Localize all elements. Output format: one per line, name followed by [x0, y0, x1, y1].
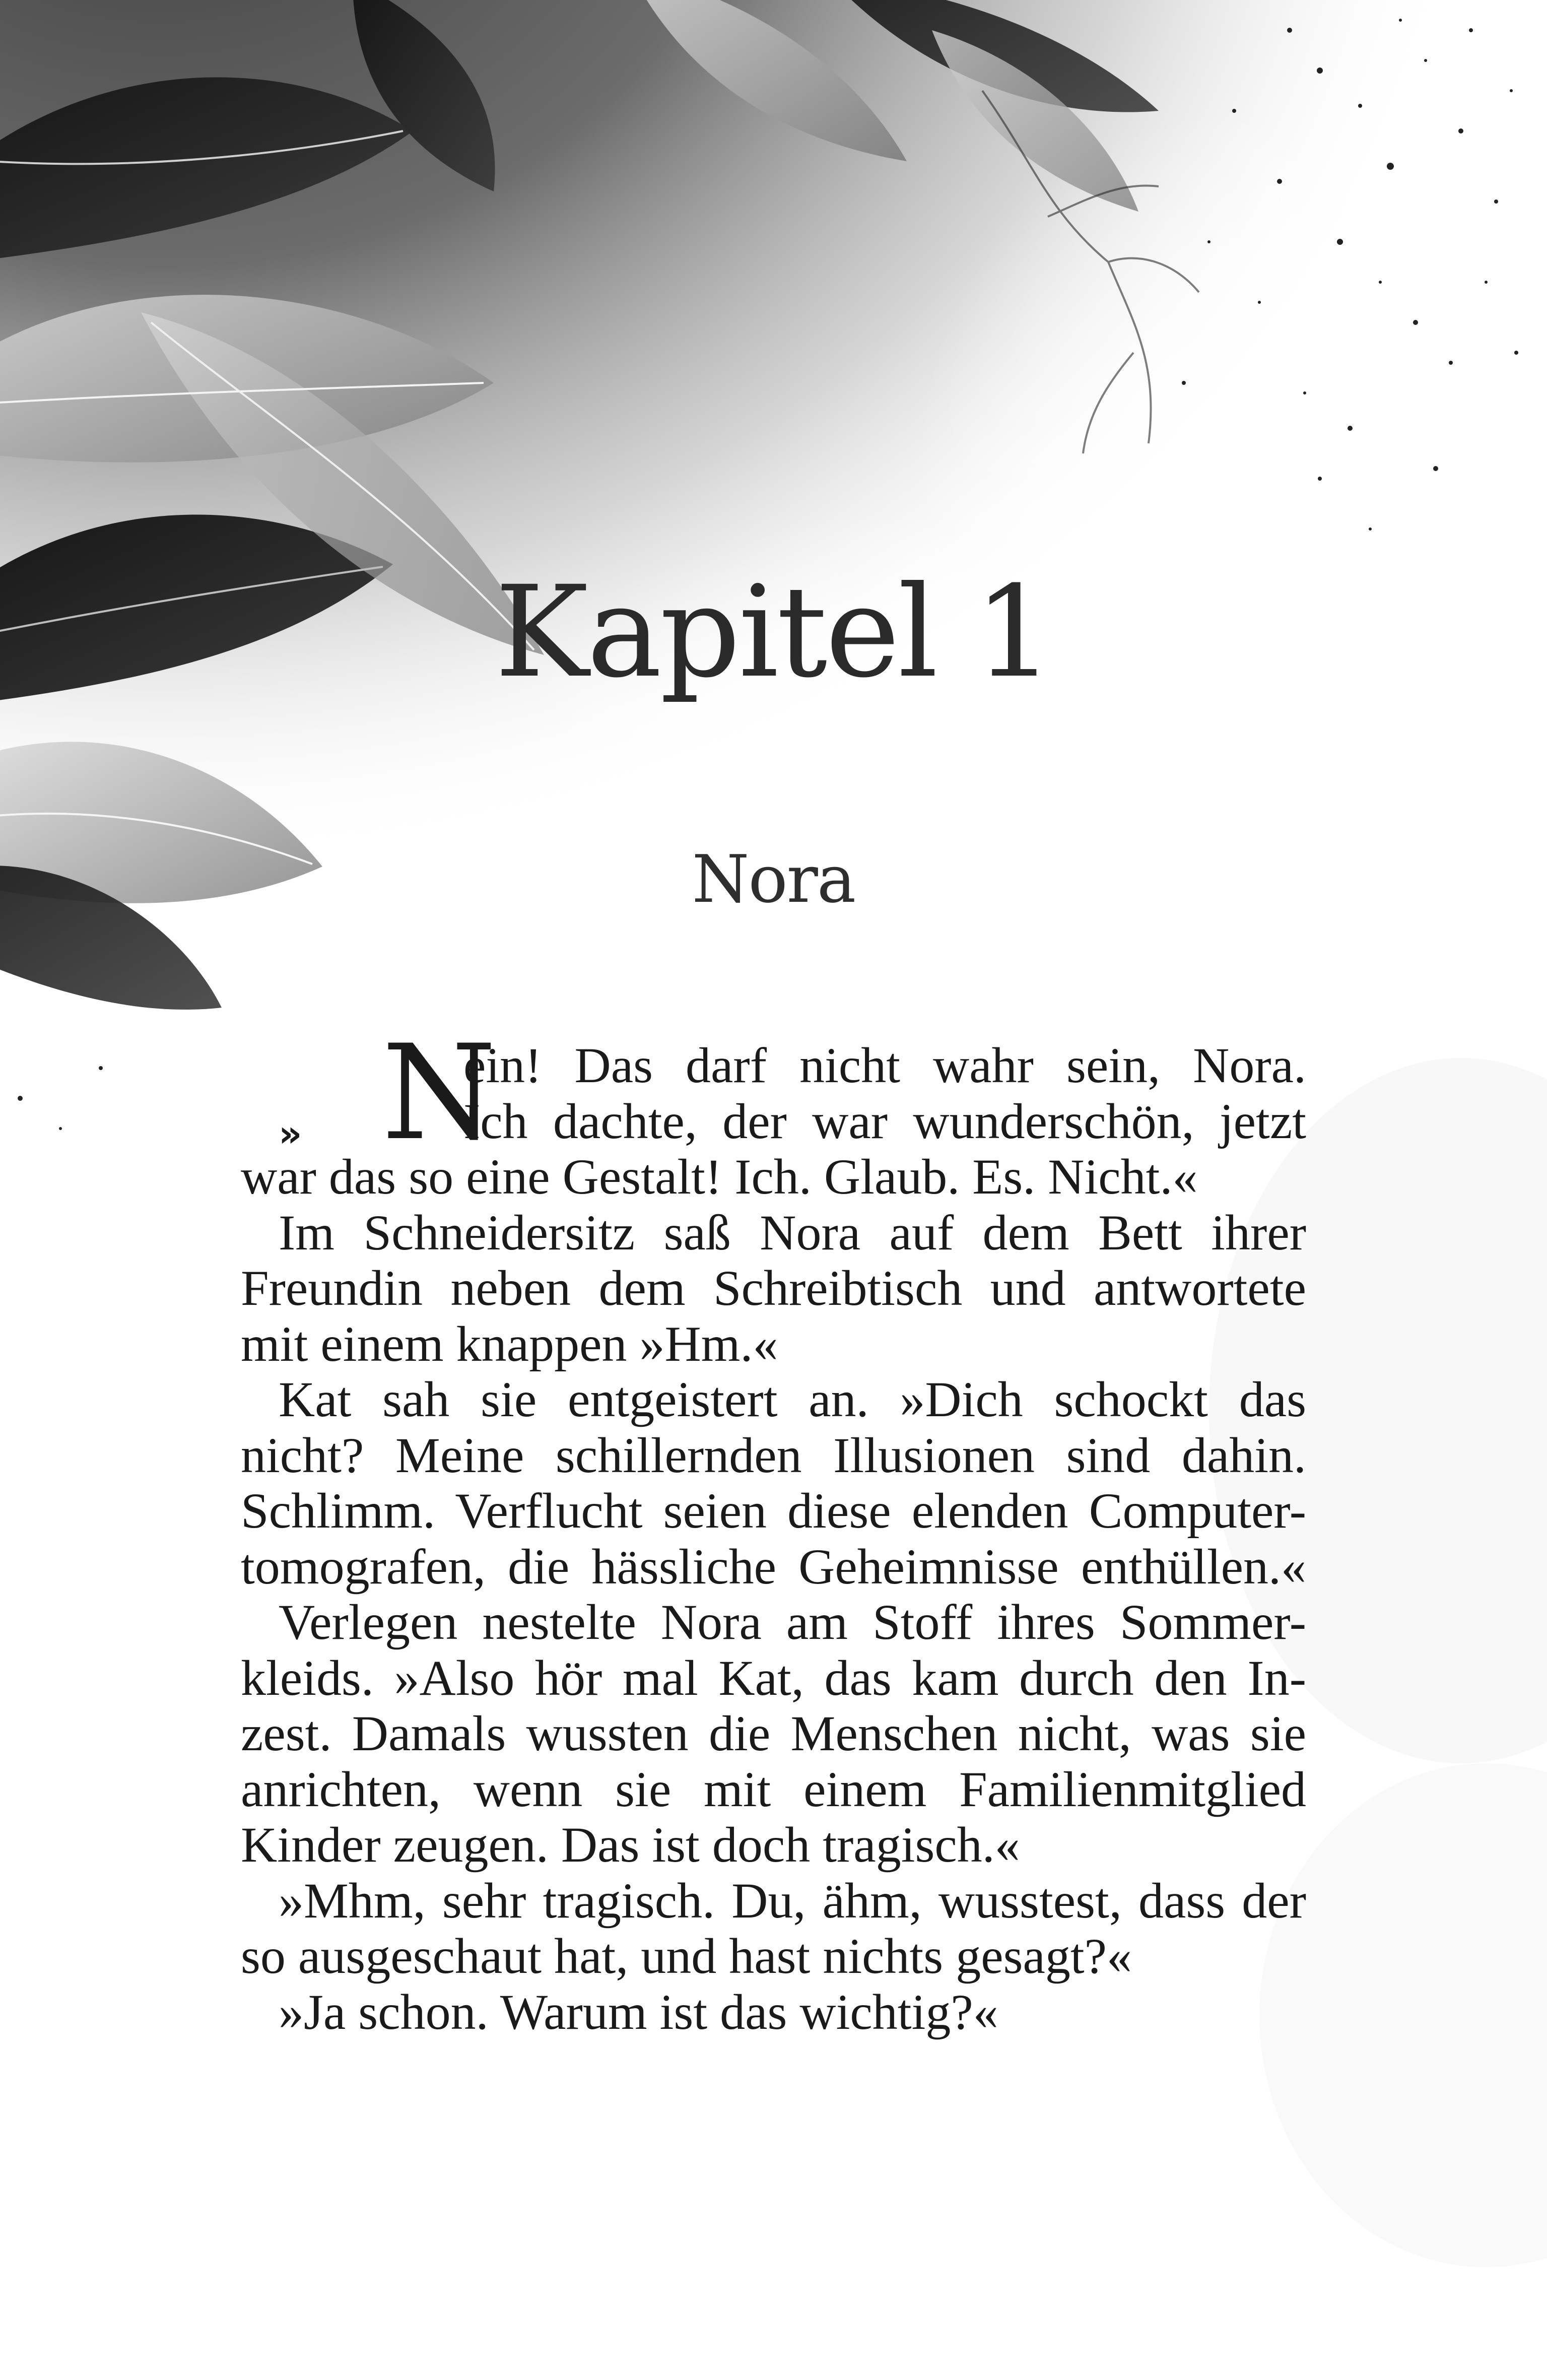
text-line: nicht? Meine schillernden Illusionen sind dahin.	[241, 1427, 1306, 1483]
text-line: Schlimm. Verflucht seien diese elenden Computer-	[241, 1483, 1306, 1539]
text-line: kleids. »Also hör mal Kat, das kam durch den In-	[241, 1649, 1306, 1706]
opening-quote-mark: »	[279, 1112, 293, 1155]
text-line: »Ja schon. Warum ist das wichtig?«	[279, 1984, 998, 2040]
opening-paragraph	[241, 1017, 1306, 1169]
text-line: Verlegen nestelte Nora am Stoff ihres Sommer-	[279, 1594, 1306, 1650]
text-line: Ich dachte, der war wunderschön, jetzt	[463, 1093, 1306, 1149]
text-line: mit einem knappen »Hm.«	[241, 1315, 778, 1372]
text-line: Kat sah sie entgeistert an. »Dich schockt das	[279, 1371, 1306, 1427]
text-line: Freundin neben dem Schreibtisch und antwortete	[241, 1260, 1306, 1316]
text-line: so ausgeschaut hat, und hast nichts gesagt?«	[241, 1928, 1132, 1984]
chapter-body	[241, 1017, 1306, 2040]
text-line: ein! Das darf nicht wahr sein, Nora.	[463, 1037, 1306, 1093]
chapter-title: Kapitel 1	[495, 559, 1052, 705]
text-line: »Mhm, sehr tragisch. Du, ähm, wusstest, dass der	[279, 1872, 1306, 1929]
text-line: anrichten, wenn sie mit einem Familienmitglied	[241, 1761, 1306, 1817]
text-line: war das so eine Gestalt! Ich. Glaub. Es. Nicht.«	[241, 1149, 1198, 1205]
text-line: Im Schneidersitz saß Nora auf dem Bett ihrer	[279, 1204, 1306, 1261]
text-line: zest. Damals wussten die Menschen nicht, was sie	[241, 1705, 1306, 1761]
text-line: Kinder zeugen. Das ist doch tragisch.«	[241, 1817, 1020, 1873]
chapter-subtitle: Nora	[692, 841, 855, 917]
text-line: tomografen, die hässliche Geheimnisse enthüllen.«	[241, 1538, 1306, 1595]
drop-cap: N	[382, 1017, 497, 1169]
body-lines	[241, 1149, 1306, 2040]
